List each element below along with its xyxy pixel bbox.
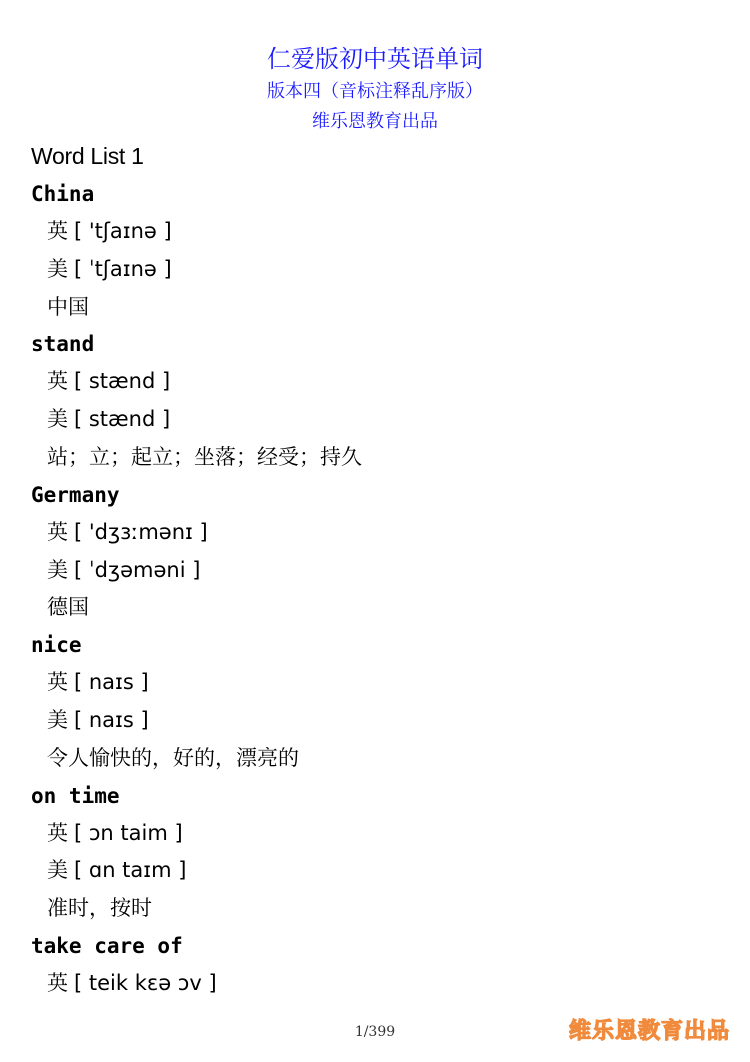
uk-phonetic: [ ɔn taim ] [74, 820, 183, 845]
uk-pronunciation [31, 366, 721, 396]
entry-word: on time [31, 783, 120, 808]
us-phonetic: [ stænd ] [74, 407, 171, 432]
uk-label: 英 [47, 820, 68, 845]
uk-phonetic: [ stænd ] [74, 369, 171, 394]
us-label: 美 [47, 256, 68, 281]
uk-phonetic: [ teik kɛə ɔv ] [74, 970, 217, 995]
document-title: 仁爱版初中英语单词 [267, 45, 483, 73]
word-entry [31, 329, 721, 472]
word-entry [31, 179, 721, 322]
uk-label: 英 [47, 219, 68, 243]
us-pronunciation [31, 855, 721, 885]
entry-meaning: 准时，按时 [47, 896, 152, 921]
uk-label: 英 [47, 519, 68, 544]
entry-word: China [31, 182, 95, 206]
uk-label: 英 [47, 970, 68, 995]
page-number: 1/399 [354, 1024, 396, 1040]
entry-word: nice [31, 633, 82, 658]
us-label: 美 [47, 707, 68, 732]
uk-phonetic: [ naɪs ] [74, 670, 149, 695]
uk-pronunciation [31, 968, 721, 998]
us-label: 美 [47, 557, 68, 582]
document-subtitle: 版本四（音标注释乱序版） [267, 81, 483, 102]
entry-word: stand [31, 332, 95, 357]
uk-pronunciation [31, 517, 721, 547]
uk-phonetic: [ 'tʃaɪnə ] [74, 219, 172, 243]
word-list-title: Word List 1 [31, 143, 144, 169]
document-header [0, 42, 750, 136]
uk-pronunciation [31, 818, 721, 848]
word-entry [31, 781, 721, 924]
us-phonetic: [ ɑn taɪm ] [74, 858, 187, 883]
entry-meaning: 令人愉快的，好的，漂亮的 [47, 745, 299, 770]
us-label: 美 [47, 407, 68, 432]
us-phonetic: [ naɪs ] [74, 707, 149, 732]
us-pronunciation [31, 705, 721, 735]
entry-meaning: 中国 [47, 294, 89, 319]
us-pronunciation [31, 404, 721, 434]
us-pronunciation [31, 555, 721, 585]
word-entry [31, 630, 721, 773]
word-entries [31, 179, 721, 1006]
entry-meaning: 站；立；起立；坐落；经受；持久 [47, 444, 362, 469]
uk-phonetic: [ 'dʒɜːmənɪ ] [74, 519, 208, 544]
entry-meaning: 德国 [47, 595, 89, 620]
entry-word: take care of [31, 933, 183, 958]
uk-pronunciation [31, 216, 721, 246]
us-phonetic: [ ˈdʒəməni ] [74, 557, 201, 582]
word-entry [31, 931, 721, 998]
entry-word: Germany [31, 482, 120, 507]
uk-label: 英 [47, 369, 68, 394]
uk-pronunciation [31, 667, 721, 697]
watermark-logo: 维乐恩教育出品 [568, 1019, 730, 1044]
document-publisher: 维乐恩教育出品 [312, 111, 438, 132]
word-entry [31, 480, 721, 623]
uk-label: 英 [47, 670, 68, 695]
us-phonetic: [ ˈtʃaɪnə ] [74, 256, 172, 281]
us-pronunciation [31, 254, 721, 284]
us-label: 美 [47, 858, 68, 883]
